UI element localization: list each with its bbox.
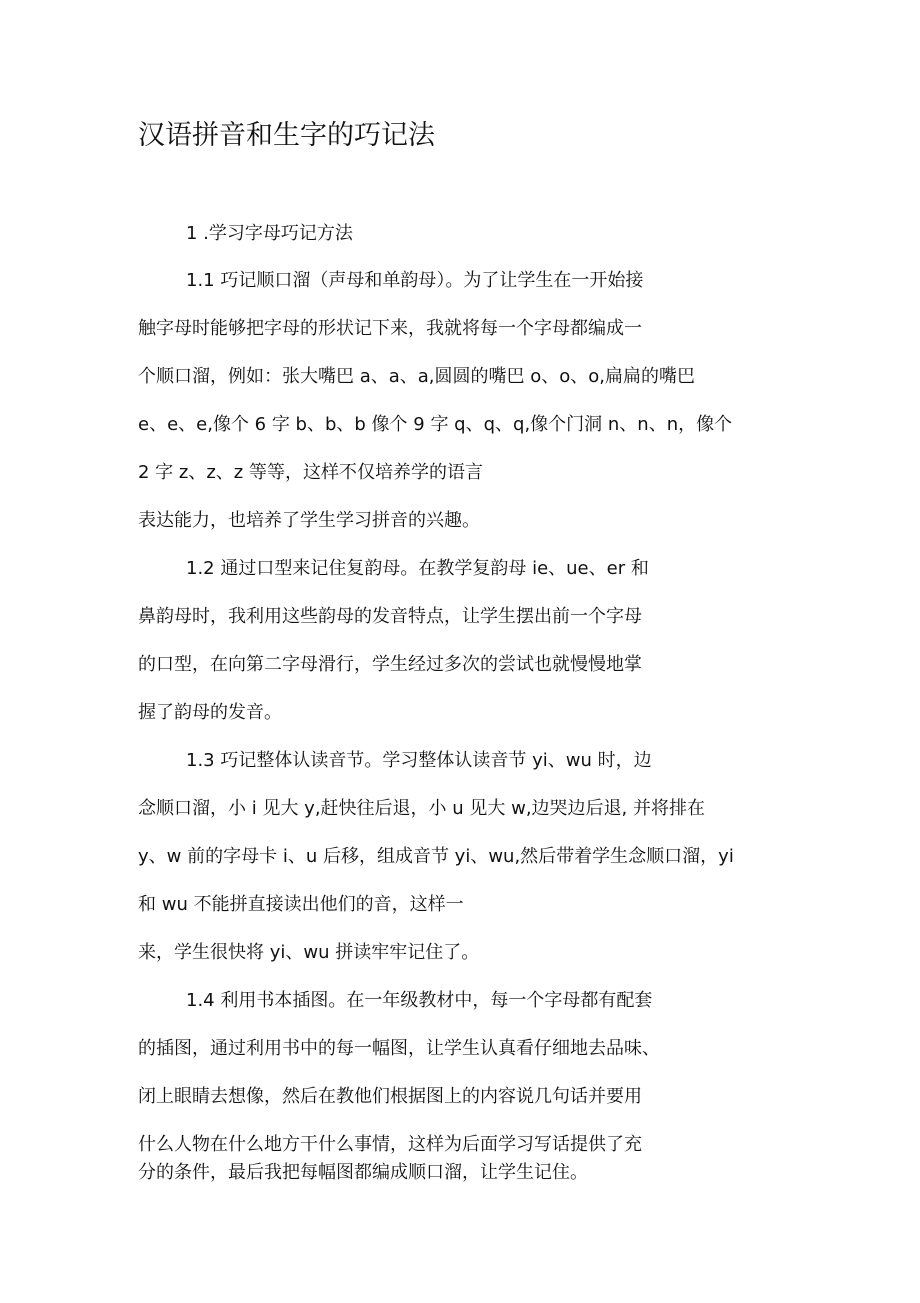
paragraph-line: 闭上眼睛去想像，然后在教他们根据图上的内容说几句话并要用 xyxy=(138,1086,642,1107)
paragraph-line: 的口型，在向第二字母滑行，学生经过多次的尝试也就慢慢地掌 xyxy=(138,654,642,675)
paragraph-line: 1.3 巧记整体认读音节。学习整体认读音节 yi、wu 时，边 xyxy=(186,750,652,771)
paragraph-line: 1.4 利用书本插图。在一年级教材中，每一个字母都有配套 xyxy=(186,990,653,1011)
paragraph-line: 的插图，通过利用书中的每一幅图，让学生认真看仔细地去品味、 xyxy=(138,1038,660,1059)
paragraph-line: 念顺口溜，小 i 见大 y,赶快往后退，小 u 见大 w,边哭边后退, 并将排在 xyxy=(138,798,705,819)
paragraph-line: 个顺口溜，例如：张大嘴巴 a、a、a,圆圆的嘴巴 o、o、o,扁扁的嘴巴 xyxy=(138,366,696,387)
section-heading: 1 .学习字母巧记方法 xyxy=(186,223,353,244)
paragraph-line: 2 字 z、z、z 等等，这样不仅培养学的语言 xyxy=(138,462,483,483)
paragraph-line: 什么人物在什么地方干什么事情，这样为后面学习写话提供了充 xyxy=(138,1134,642,1155)
paragraph-line: 1.1 巧记顺口溜（声母和单韵母）。为了让学生在一开始接 xyxy=(186,270,644,291)
paragraph-line: 握了韵母的发音。 xyxy=(138,702,282,723)
paragraph-line: y、w 前的字母卡 i、u 后移，组成音节 yi、wu,然后带着学生念顺口溜，yi xyxy=(138,846,734,867)
paragraph-line: 表达能力，也培养了学生学习拼音的兴趣。 xyxy=(138,510,480,531)
paragraph-line: 来，学生很快将 yi、wu 拼读牢牢记住了。 xyxy=(138,942,480,963)
paragraph-line: 鼻韵母时，我利用这些韵母的发音特点，让学生摆出前一个字母 xyxy=(138,606,642,627)
paragraph-line: 分的条件，最后我把每幅图都编成顺口溜，让学生记住。 xyxy=(138,1162,588,1183)
paragraph-line: 和 wu 不能拼直接读出他们的音，这样一 xyxy=(138,894,464,915)
document-title: 汉语拼音和生字的巧记法 xyxy=(138,120,435,151)
paragraph-line: 1.2 通过口型来记住复韵母。在教学复韵母 ie、ue、er 和 xyxy=(186,558,649,579)
paragraph-line: 触字母时能够把字母的形状记下来，我就将每一个字母都编成一 xyxy=(138,318,642,339)
paragraph-line: e、e、e,像个 6 字 b、b、b 像个 9 字 q、q、q,像个门洞 n、n、n，像个 xyxy=(138,414,733,435)
